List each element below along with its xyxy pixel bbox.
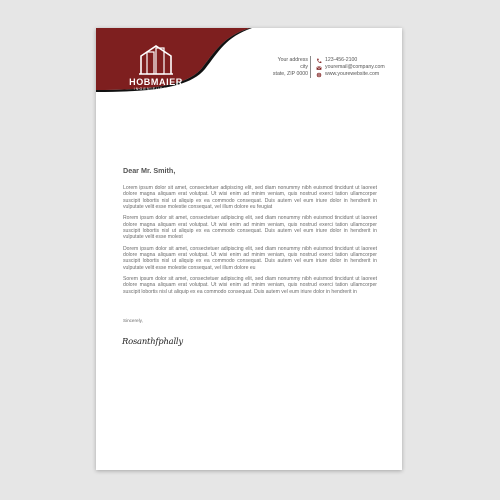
company-tagline: INGENIEURBÜRO — [133, 87, 179, 91]
phone-icon — [316, 58, 322, 64]
signature-text: Rosanthfphally — [122, 336, 183, 346]
website-url: www.yourewebsite.com — [325, 71, 380, 77]
building-outline-icon — [138, 40, 174, 76]
body-paragraph: Rorem ipsum dolor sit amet, consectetuer adipiscing elit, sed diam nonummy nibh euismod tincidunt ut laoreet dolore magna aliquam erat volutpat. Ut wisi enim ad minim veniam, quis nostrud exerci tation ullamcorper suscipit lobortis nisl ut aliquip ex ea commodo consequat. Duis autem vel eum iriure dolor in hendrerit in vulputate velit esse molest — [123, 215, 377, 241]
phone-number: 123-456-2100 — [325, 57, 358, 63]
company-name: HOBMAIER — [129, 77, 183, 87]
contact-block — [316, 57, 385, 78]
contact-phone — [316, 57, 385, 64]
globe-icon — [316, 72, 322, 78]
body-paragraph: Dorem ipsum dolor sit amet, consectetuer adipiscing elit, sed diam nonummy nibh euismod tincidunt ut laoreet dolore magna aliquam erat volutpat. Ut wisi enim ad minim veniam, quis nostrud exerci tation ullamcorper suscipit lobortis nisl ut aliquip ex ea commodo consequat. Duis autem vel eum iriure dolor in hendrerit in vulputate velit esse molestie consequat, vel illum dolore eu — [123, 245, 377, 271]
email-icon — [316, 65, 322, 71]
address-line: city — [300, 64, 308, 70]
header-divider — [310, 56, 311, 78]
letterhead-page — [96, 28, 402, 470]
contact-website — [316, 71, 385, 78]
contact-email — [316, 64, 385, 71]
letter-closing: Sincerely, — [123, 318, 143, 323]
letter-body — [123, 185, 377, 300]
handwritten-signature — [120, 332, 194, 356]
body-paragraph: Lorem ipsum dolor sit amet, consectetuer adipiscing elit, sed diam nonummy nibh euismod tincidunt ut laoreet dolore magna aliquam erat volutpat. Ut wisi enim ad minim veniam, quis nostrud exerci tation ullamcorper suscipit lobortis nisl ut aliquip ex ea commodo consequat. Duis autem vel eum iriure dolor in hendrerit in vulputate velit esse molestie consequat, vel illum dolore eu feugiat — [123, 185, 377, 210]
email-address: youremail@company.com — [325, 64, 385, 70]
address-line: Your address — [277, 57, 308, 63]
letter-greeting: Dear Mr. Smith, — [123, 166, 176, 175]
address-block — [273, 57, 308, 78]
body-paragraph: Sorem ipsum dolor sit amet, consectetuer adipiscing elit, sed diam nonummy nibh euismod tincidunt ut laoreet dolore magna aliquam erat volutpat. Ut wisi enim ad minim veniam, quis nostrud exerci tation ullamcorper suscipit lobortis nisl ut aliquip ex ea commodo consequat. Duis autem vel eum iriure dolor in hendrerit in — [123, 276, 377, 295]
address-line: state, ZIP 0000 — [272, 71, 308, 77]
